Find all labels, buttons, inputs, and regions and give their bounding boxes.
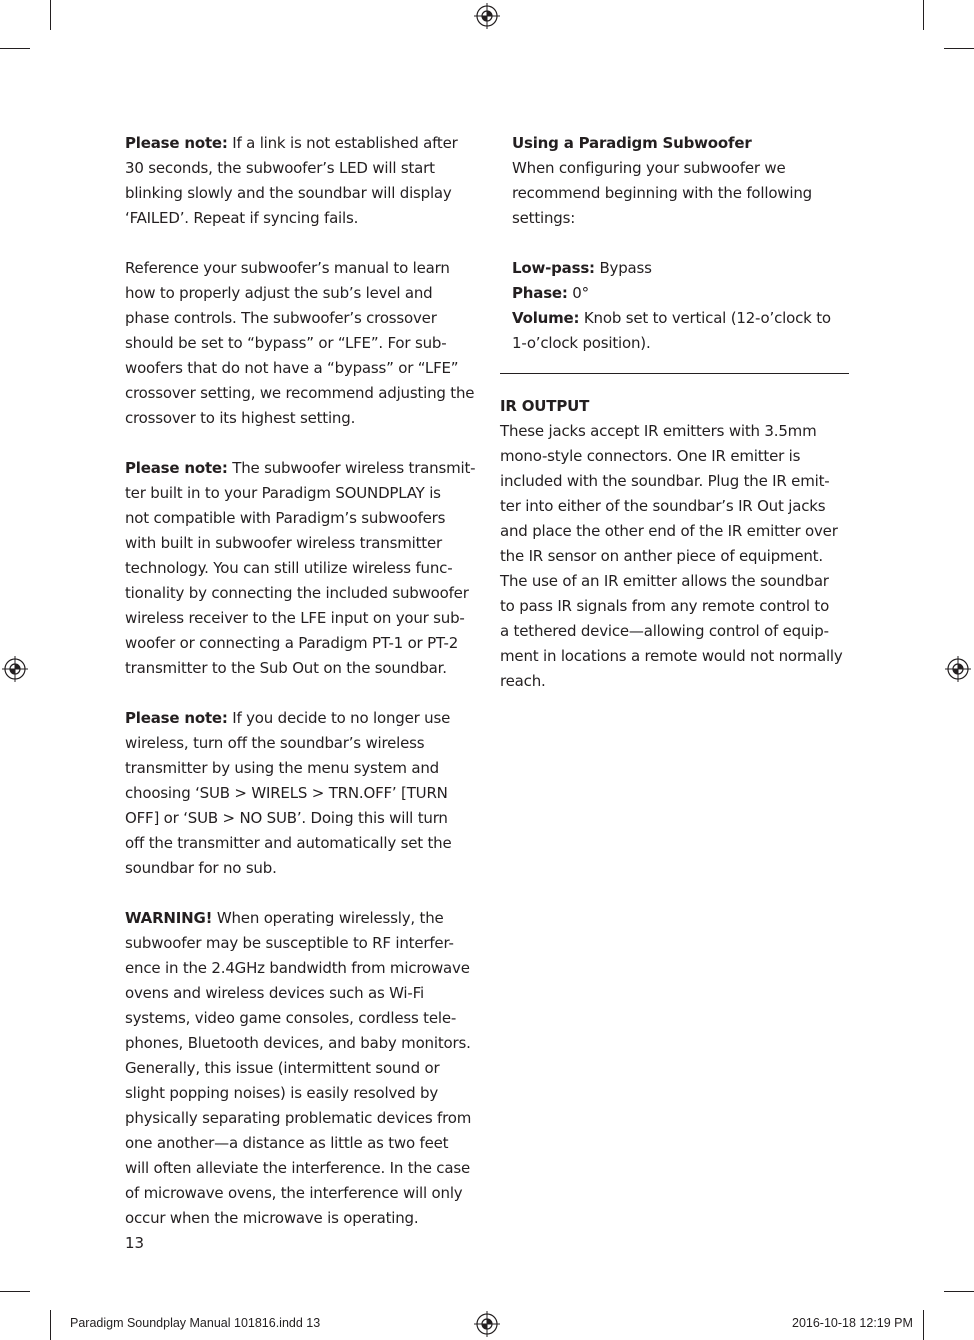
- left-column: [125, 131, 477, 1231]
- warning-label: WARNING!: [125, 909, 213, 927]
- slug-date: 2016-10-18 12:19 PM: [792, 1316, 913, 1330]
- setting-volume: [512, 306, 850, 356]
- crop-mark-bottom-left-horizontal: [0, 1291, 30, 1292]
- note-transmitter-compatibility: [125, 456, 477, 681]
- note-label: Please note:: [125, 709, 228, 727]
- ir-output-text: These jacks accept IR emitters with 3.5mm mono-style connectors. One IR emitter is included with the soundbar. Plug the IR emit- ter into either of the soundbar’s IR Out jacks and place the other end of the IR emitter over the IR sensor on anther piece of equipment. The use of an IR emitter allows the soundbar to pass IR signals from any remote control to a tethered device—allowing control of equip- ment in locations a remote would not normally reach.: [500, 422, 843, 690]
- subwoofer-heading: [512, 131, 850, 156]
- crop-mark-bottom-right-horizontal: [944, 1291, 974, 1292]
- subwoofer-heading-text: Using a Paradigm Subwoofer: [512, 134, 752, 152]
- ir-output-heading-text: IR OUTPUT: [500, 397, 590, 415]
- note-link-failed: [125, 131, 477, 231]
- subwoofer-section: [500, 131, 850, 356]
- crop-mark-top-right-horizontal: [944, 48, 974, 49]
- setting-value: Knob set to vertical (12-o’clock to 1-o’clock position).: [512, 309, 831, 352]
- setting-label: Low-pass:: [512, 259, 595, 277]
- note-label: Please note:: [125, 459, 228, 477]
- note-text: The subwoofer wireless transmit- ter built in to your Paradigm SOUNDPLAY is not compatible with Paradigm’s subwoofers with built in subwoofer wireless transmitter technology. You can still utilize wireless func- tionality by connecting the included subwoofer wireless receiver to the LFE input on your sub- woofer or connecting a Paradigm PT-1 or PT-2 transmitter to the Sub Out on the soundbar.: [125, 459, 476, 677]
- right-column: [500, 131, 850, 694]
- crop-mark-bottom-right-vertical: [923, 1310, 924, 1340]
- crop-mark-top-left-vertical: [50, 0, 51, 30]
- warning-rf-interference: [125, 906, 477, 1231]
- crop-mark-bottom-left-vertical: [50, 1310, 51, 1340]
- note-disable-wireless: [125, 706, 477, 881]
- setting-value: Bypass: [594, 259, 652, 277]
- registration-mark-left-icon: [2, 656, 28, 682]
- registration-mark-top-icon: [474, 3, 500, 29]
- setting-low-pass: [512, 256, 850, 281]
- registration-mark-right-icon: [945, 656, 971, 682]
- subwoofer-intro: When configuring your subwoofer we recommend beginning with the following settings:: [512, 159, 812, 227]
- setting-phase: [512, 281, 850, 306]
- page-number: 13: [125, 1234, 145, 1252]
- registration-mark-bottom-icon: [474, 1311, 500, 1337]
- crop-mark-top-left-horizontal: [0, 48, 30, 49]
- ir-output-heading: [500, 394, 850, 419]
- setting-value: 0°: [567, 284, 589, 302]
- slug-filename: Paradigm Soundplay Manual 101816.indd 13: [70, 1316, 321, 1330]
- setting-label: Phase:: [512, 284, 568, 302]
- crossover-paragraph: Reference your subwoofer’s manual to learn how to properly adjust the sub’s level and phase controls. The subwoofer’s crossover should be set to “bypass” or “LFE”. For sub- woofers that do not have a “bypass” or “LFE” crossover setting, we recommend adjusting the crossover to its highest setting.: [125, 259, 475, 427]
- setting-label: Volume:: [512, 309, 580, 327]
- note-text: If a link is not established after 30 seconds, the subwoofer’s LED will start blinking slowly and the soundbar will display ‘FAILED’. Repeat if syncing fails.: [125, 134, 458, 227]
- warning-text: When operating wirelessly, the subwoofer may be susceptible to RF interfer- ence in the 2.4GHz bandwidth from microwave ovens and wireless devices such as Wi-Fi systems, video game consoles, cordless tele- phones, Bluetooth devices, and baby monitors. Generally, this issue (intermittent sound or slight popping noises) is easily resolved by physically separating problematic devices from one another—a distance as little as two feet will often alleviate the interference. In the case of microwave ovens, the interference will only occur when the microwave is operating.: [125, 909, 472, 1227]
- section-divider: [500, 373, 849, 374]
- crop-mark-top-right-vertical: [923, 0, 924, 30]
- note-text: If you decide to no longer use wireless, turn off the soundbar’s wireless transmitter by using the menu system and choosing ‘SUB > WIRELS > TRN.OFF’ [TURN OFF] or ‘SUB > NO SUB’. Doing this will turn off the transmitter and automatically set the soundbar for no sub.: [125, 709, 452, 877]
- note-label: Please note:: [125, 134, 228, 152]
